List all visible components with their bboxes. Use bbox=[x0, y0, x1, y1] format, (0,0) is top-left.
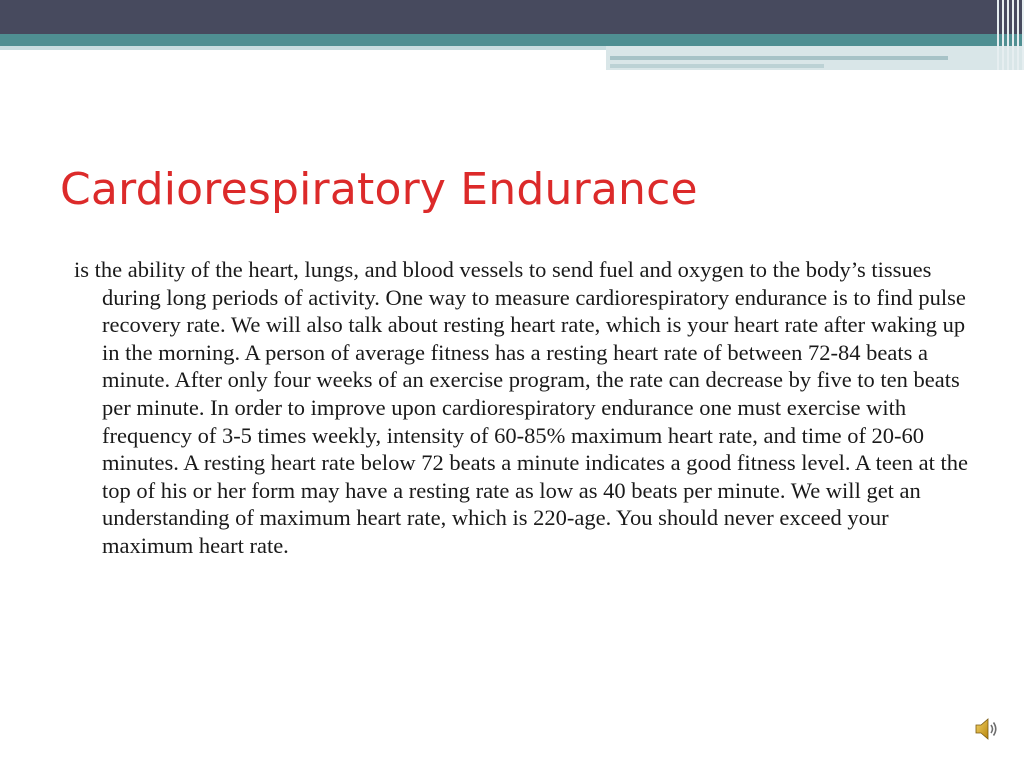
slide-title: Cardiorespiratory Endurance bbox=[60, 164, 698, 215]
header-bar-light bbox=[0, 46, 606, 50]
header-bar-accent-short bbox=[610, 64, 824, 68]
header-vertical-stripes bbox=[994, 0, 1024, 70]
slide-body-text: is the ability of the heart, lungs, and blood vessels to send fuel and oxygen to the body’s tissues during long periods of activity. One way to measure cardiorespiratory endurance is to find pulse recovery rate. We will also talk about resting heart rate, which is your heart rate after waking up in the morning. A person of average fitness has a resting heart rate of between 72-84 beats a minute. After only four weeks of an exercise program, the rate can decrease by five to ten beats per minute. In order to improve upon cardiorespiratory endurance one must exercise with frequency of 3-5 times weekly, intensity of 60-85% maximum heart rate, and time of 20-60 minutes. A resting heart rate below 72 beats a minute indicates a good fitness level. A teen at the top of his or her form may have a resting rate as low as 40 beats per minute. We will get an understanding of maximum heart rate, which is 220-age. You should never exceed your maximum heart rate. bbox=[74, 257, 969, 558]
header-bar-accent bbox=[610, 56, 948, 60]
speaker-icon[interactable] bbox=[974, 716, 1000, 742]
header-bar-teal bbox=[0, 34, 1024, 46]
header-bar-dark bbox=[0, 0, 1024, 34]
